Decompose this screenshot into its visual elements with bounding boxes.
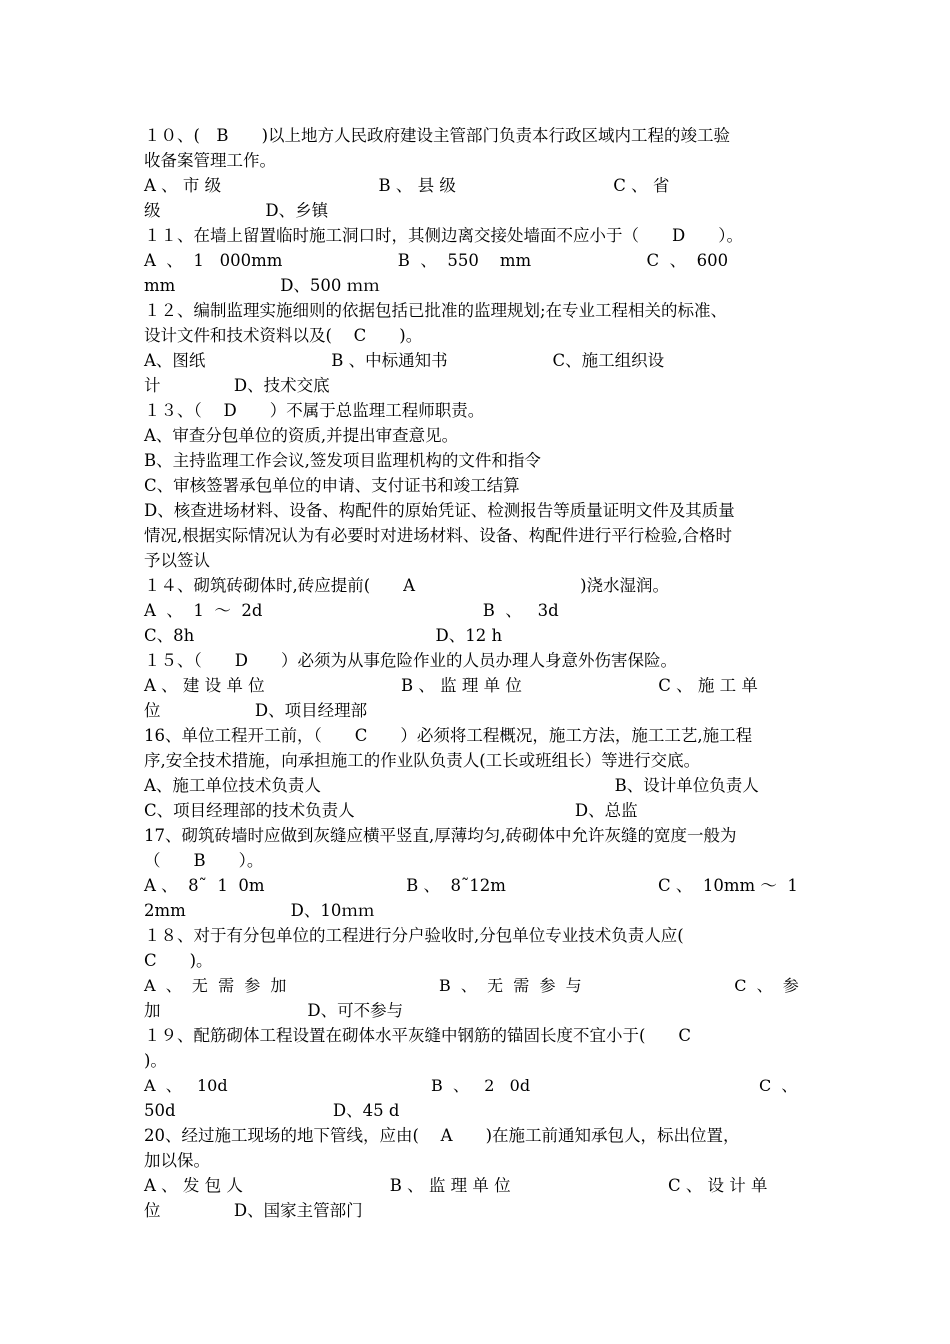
question-18-options: A 、 无 需 参 加 B 、 无 需 参 与 C 、 参 — [144, 976, 799, 995]
question-12-stem-cont: 设计文件和技术资料以及( C )。 — [144, 326, 423, 345]
question-18-stem: １８、对于有分包单位的工程进行分户验收时,分包单位专业技术负责人应( — [144, 926, 684, 945]
question-13-option-c: C、审核签署承包单位的申请、支付证书和竣工结算 — [144, 476, 520, 495]
question-19-stem: １９、配筋砌体工程设置在砌体水平灰缝中钢筋的锚固长度不宜小于( C — [144, 1026, 692, 1045]
question-13-option-d: D、核查进场材料、设备、构配件的原始凭证、检测报告等质量证明文件及其质量 — [144, 501, 735, 520]
question-19-options: A 、 10d B 、 2 0d C 、 — [144, 1076, 798, 1095]
question-14-options: A 、 1 ～ 2d B 、 3d — [144, 601, 559, 620]
question-10-options-cont: 级 D、乡镇 — [144, 201, 329, 220]
question-17-stem-cont: （ B ）。 — [144, 851, 264, 870]
question-15-stem: １５、（ D ）必须为从事危险作业的人员办理人身意外伤害保险。 — [144, 651, 677, 670]
question-13-option-d-end: 予以签认 — [144, 551, 210, 570]
question-12-options: A、图纸 B 、中标通知书 C、施工组织设 — [144, 351, 665, 370]
question-16-options: A、施工单位技术负责人 B、设计单位负责人 — [144, 776, 759, 795]
question-17-options-cont: 2mm D、10ｍｍ — [144, 901, 375, 920]
question-10-stem-cont: 收备案管理工作。 — [144, 151, 276, 170]
question-19-stem-cont: )。 — [144, 1051, 167, 1070]
question-14-stem: １４、砌筑砖砌体时,砖应提前( A )浇水湿润。 — [144, 576, 670, 595]
question-17-stem: 17、砌筑砖墙时应做到灰缝应横平竖直,厚薄均匀,砖砌体中允许灰缝的宽度一般为 — [144, 826, 737, 845]
question-10-stem: １０、( B )以上地方人民政府建设主管部门负责本行政区域内工程的竣工验 — [144, 126, 730, 145]
question-20-stem-cont: 加以保。 — [144, 1151, 210, 1170]
question-14-options-cont: C、8h D、12 h — [144, 626, 503, 645]
question-15-options-cont: 位 D、项目经理部 — [144, 701, 368, 720]
question-20-options: A 、 发 包 人 B 、 监 理 单 位 C 、 设 计 单 — [144, 1176, 768, 1195]
question-13-stem: １３、（ D ）不属于总监理工程师职责。 — [144, 401, 485, 420]
question-12-stem: １２、编制监理实施细则的依据包括已批准的监理规划;在专业工程相关的标准、 — [144, 301, 728, 320]
question-16-options-cont: C、项目经理部的技术负责人 D、总监 — [144, 801, 638, 820]
question-16-stem-cont: 序,安全技术措施，向承担施工的作业队负责人(工长或班组长）等进行交底。 — [144, 751, 701, 770]
question-18-stem-cont: C )。 — [144, 951, 213, 970]
question-13-option-a: A、审查分包单位的资质,并提出审查意见。 — [144, 426, 459, 445]
question-11-stem: １１、在墙上留置临时施工洞口时，其侧边离交接处墙面不应小于（ D ）。 — [144, 226, 743, 245]
question-18-options-cont: 加 D、可不参与 — [144, 1001, 404, 1020]
question-13-option-d-cont: 情况,根据实际情况认为有必要时对进场材料、设备、构配件进行平行检验,合格时 — [144, 526, 732, 545]
question-20-stem: 20、经过施工现场的地下管线，应由( A )在施工前通知承包人，标出位置， — [144, 1126, 740, 1145]
question-19-options-cont: 50d D、45 d — [144, 1101, 400, 1120]
question-12-options-cont: 计 D、技术交底 — [144, 376, 330, 395]
question-15-options: A 、 建 设 单 位 B 、 监 理 单 位 C 、 施 工 单 — [144, 676, 758, 695]
question-11-options: A 、 1 000mm B 、 550 mm C 、 600 — [144, 251, 729, 270]
question-13-option-b: B、主持监理工作会议,签发项目监理机构的文件和指令 — [144, 451, 541, 470]
question-16-stem: 16、单位工程开工前，（ C ）必须将工程概况，施工方法，施工工艺,施工程 — [144, 726, 753, 745]
question-17-options: A 、 8˜ 1 0m B 、 8˜12m C 、 10mm ～ 1 — [144, 876, 798, 895]
question-20-options-cont: 位 D、国家主管部门 — [144, 1201, 363, 1220]
question-10-options: A 、 市 级 B 、 县 级 C 、 省 — [144, 176, 670, 195]
question-11-options-cont: mm D、500 ｍｍ — [144, 276, 380, 295]
